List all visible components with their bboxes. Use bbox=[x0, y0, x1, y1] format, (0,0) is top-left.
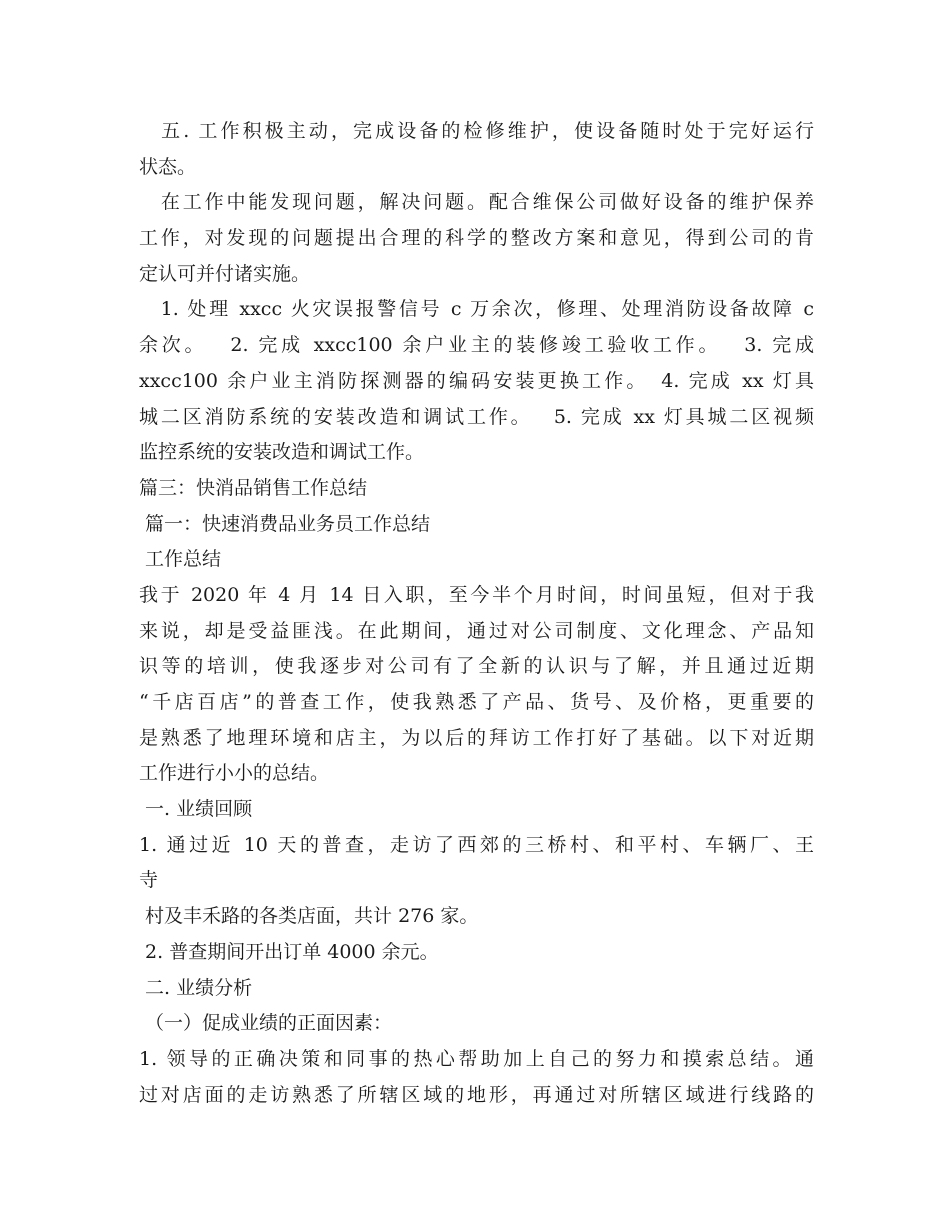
text-line: 城二区消防系统的安装改造和调试工作。 5. 完成 xx 灯具城二区视频 bbox=[139, 405, 814, 428]
subsection-heading: 二. 业绩分析 bbox=[139, 976, 253, 999]
document-body bbox=[139, 114, 814, 1113]
text-line: 1. 领导的正确决策和同事的热心帮助加上自己的努力和摸索总结。通 bbox=[139, 1047, 814, 1070]
text-line: 定认可并付诸实施。 bbox=[139, 262, 311, 285]
text-line: 我于 2020 年 4 月 14 日入职，至今半个月时间，时间虽短，但对于我 bbox=[139, 583, 814, 606]
text-line: 过对店面的走访熟悉了所辖区域的地形，再通过对所辖区域进行线路的 bbox=[139, 1083, 814, 1106]
text-line: 在工作中能发现问题，解决问题。配合维保公司做好设备的维护保养 bbox=[139, 191, 814, 214]
text-line: “千店百店”的普查工作，使我熟悉了产品、货号、及价格，更重要的 bbox=[139, 691, 814, 713]
text-line: 工作进行小小的总结。 bbox=[139, 762, 330, 785]
text-line: 寺 bbox=[139, 869, 159, 892]
section-heading: 篇三：快消品销售工作总结 bbox=[139, 476, 368, 499]
text-line: 五. 工作积极主动，完成设备的检修维护，使设备随时处于完好运行 bbox=[139, 120, 814, 142]
text-line: 1. 处理 xxcc 火灾误报警信号 c 万余次，修理、处理消防设备故障 c bbox=[139, 298, 814, 321]
text-line: 监控系统的安装改造和调试工作。 bbox=[139, 441, 425, 464]
text-line: 余次。 2. 完成 xxcc100 余户业主的装修竣工验收工作。 3. 完成 bbox=[139, 334, 814, 357]
text-line: 状态。 bbox=[139, 155, 197, 178]
text-line: 是熟悉了地理环境和店主，为以后的拜访工作打好了基础。以下对近期 bbox=[139, 726, 814, 749]
text-line: 1. 通过近 10 天的普查，走访了西郊的三桥村、和平村、车辆厂、王 bbox=[139, 833, 814, 856]
subsection-heading: 一. 业绩回顾 bbox=[139, 798, 253, 821]
text-line: 村及丰禾路的各类店面，共计 276 家。 bbox=[139, 905, 479, 928]
text-line: 识等的培训，使我逐步对公司有了全新的认识与了解，并且通过近期 bbox=[139, 655, 814, 678]
subsection-heading: 篇一：快速消费品业务员工作总结 bbox=[139, 512, 431, 535]
text-line: 工作，对发现的问题提出合理的科学的整改方案和意见，得到公司的肯 bbox=[139, 227, 814, 250]
subsection-heading: 工作总结 bbox=[139, 548, 222, 571]
text-line: 来说，却是受益匪浅。在此期间，通过对公司制度、文化理念、产品知 bbox=[139, 619, 814, 642]
text-line: （一）促成业绩的正面因素： bbox=[139, 1012, 393, 1035]
text-line: 2. 普查期间开出订单 4000 余元。 bbox=[139, 940, 439, 963]
text-line: xxcc100 余户业主消防探测器的编码安装更换工作。 4. 完成 xx 灯具 bbox=[139, 369, 814, 392]
